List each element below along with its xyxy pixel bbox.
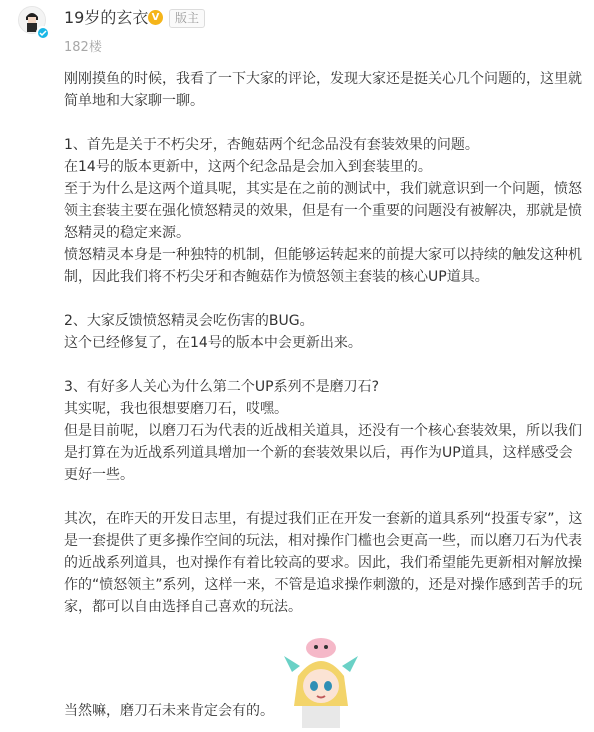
paragraph-closing: 当然嘛，磨刀石未来肯定会有的。 xyxy=(64,703,274,719)
paragraph-point-2-line: 这个已经修复了，在14号的版本中会更新出来。 xyxy=(64,335,362,351)
sticker-character-icon xyxy=(278,636,364,728)
paragraph-intro: 刚刚摸鱼的时候，我看了一下大家的评论，发现大家还是挺关心几个问题的，这里就简单地和大家聊一聊。 xyxy=(64,71,582,109)
paragraph-point-3-detail: 但是目前呢，以磨刀石为代表的近战相关道具，还没有一个核心套装效果，所以我们是打算在为近战系列道具增加一个新的套装效果以后，再作为UP道具，这样感受会更好一些。 xyxy=(64,423,582,483)
moderator-badge: 版主 xyxy=(169,9,205,28)
level-badge-icon: V xyxy=(148,10,163,25)
paragraph-point-1-mechanic: 愤怒精灵本身是一种独特的机制，但能够运转起来的前提大家可以持续的触发这种机制，因此我们将不朽尖牙和杏鲍菇作为愤怒领主套装的核心UP道具。 xyxy=(64,247,582,285)
emoji-sticker xyxy=(278,636,364,728)
post-header xyxy=(0,0,594,60)
paragraph-point-3-title: 3、有好多人关心为什么第二个UP系列不是磨刀石? xyxy=(64,379,380,395)
paragraph-point-1-title: 1、首先是关于不朽尖牙，杏鲍菇两个纪念品没有套装效果的问题。 xyxy=(64,137,479,153)
paragraph-point-2-title: 2、大家反馈愤怒精灵会吃伤害的BUG。 xyxy=(64,313,314,329)
paragraph-point-1-reason: 至于为什么是这两个道具呢，其实是在之前的测试中，我们就意识到一个问题，愤怒领主套装主要在强化愤怒精灵的效果，但是有一个重要的问题没有被解决，那就是愤怒精灵的稳定来源。 xyxy=(64,181,582,241)
username-link[interactable]: 19岁的玄衣 xyxy=(64,8,149,27)
paragraph-point-3-line: 其实呢，我也很想要磨刀石，哎嘿。 xyxy=(64,401,288,417)
floor-number: 182楼 xyxy=(64,40,102,55)
post-body xyxy=(64,68,584,618)
paragraph-secondly: 其次，在昨天的开发日志里，有提过我们正在开发一套新的道具系列“投蛋专家”，这是一套提供了更多操作空间的玩法，相对操作门槛也会更高一些，而以磨刀石为代表的近战系列道具，也对操作有着比较高的要求。因此，我们希望能先更新相对解放操作的“愤怒领主”系列，这样一来，不管是追求操作刺激的，还是对操作感到苦手的玩家，都可以自由选择自己喜欢的玩法。 xyxy=(64,511,583,615)
verified-icon xyxy=(36,26,50,40)
paragraph-point-1-line: 在14号的版本更新中，这两个纪念品是会加入到套装里的。 xyxy=(64,159,432,175)
